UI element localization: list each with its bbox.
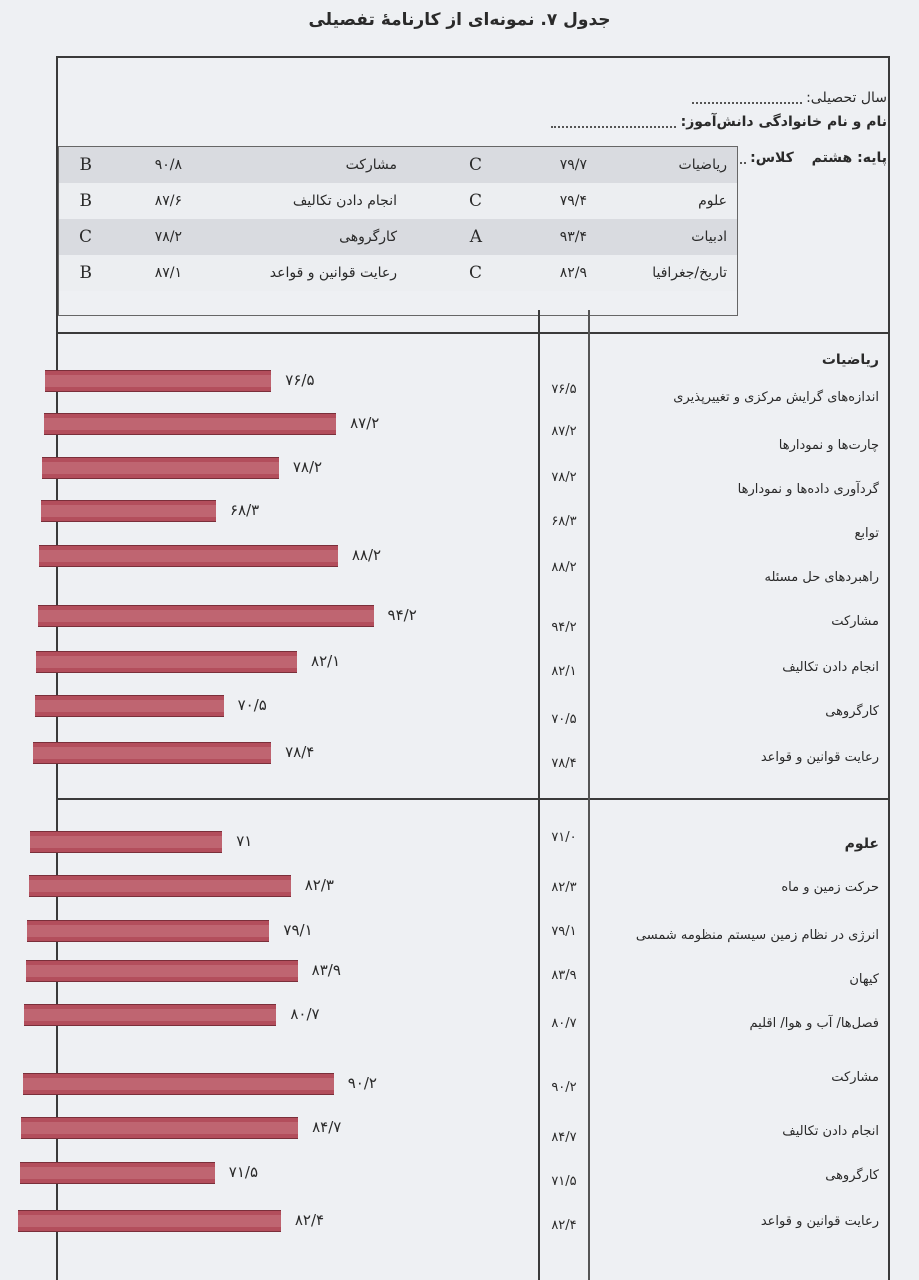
student-name-line [551,114,887,130]
score-bar [38,605,374,627]
score-bar [27,920,269,942]
score-bar-label: ۷۸/۲ [292,458,323,476]
score-bar-label: ۹۰/۲ [347,1074,377,1092]
student-name-field[interactable] [551,116,676,128]
grade-label: پایه: هشتم [811,150,887,166]
summary-row [59,183,737,219]
summary-skill-grade: B [79,191,92,211]
score-bar-label: ۸۳/۹ [311,961,341,979]
score-bar-label: ۷۱ [236,832,253,850]
row-value: ۷۸/۴ [551,756,577,771]
score-bar [24,1004,276,1026]
row-label: گردآوری داده‌ها و نمودارها [737,482,879,497]
score-bar-label: ۸۰/۷ [290,1005,320,1023]
row-label: مشارکت [831,1070,879,1085]
score-bar-label: ۸۷/۲ [350,414,380,432]
summary-row [59,255,737,291]
score-bar [21,1117,298,1139]
row-label: توابع [854,526,879,541]
row-label: کارگروهی [825,704,879,719]
row-value: ۶۸/۳ [551,514,577,529]
summary-score: ۸۲/۹ [559,265,587,281]
row-label: چارت‌ها و نمودارها [778,438,879,453]
score-bar-label: ۶۸/۳ [229,501,260,519]
row-value: ۸۲/۳ [551,880,577,895]
score-bar [26,960,298,982]
summary-skill-grade: B [79,263,92,283]
summary-skill-score: ۸۷/۶ [154,193,182,209]
summary-skill-grade: C [78,227,92,247]
row-value: ۷۶/۵ [551,382,577,397]
summary-score: ۷۹/۴ [559,193,587,209]
summary-grade: C [468,191,482,211]
student-name-label: نام و نام خانوادگی دانش‌آموز: [680,114,887,130]
summary-skill: کارگروهی [339,229,397,245]
row-label: کارگروهی [825,1168,879,1183]
row-value: ۹۰/۲ [551,1080,577,1095]
summary-subject: تاریخ/جغرافیا [652,265,727,281]
section-title: ریاضیات [821,352,879,368]
score-bar [23,1073,334,1095]
row-value: ۸۲/۴ [551,1218,577,1233]
row-label: راهبردهای حل مسئله [764,570,879,585]
score-bar-label: ۸۲/۴ [294,1211,325,1229]
score-bar [41,500,216,522]
summary-table [58,146,738,316]
summary-subject: علوم [698,193,727,209]
score-bar-label: ۷۰/۵ [237,696,267,714]
row-value: ۸۰/۷ [551,1016,577,1031]
row-value: ۷۱/۰ [551,830,577,845]
score-bar [36,651,297,673]
summary-skill: رعایت قوانین و قواعد [269,265,397,281]
summary-skill-score: ۷۸/۲ [154,229,182,245]
summary-skill-score: ۸۷/۱ [154,265,182,281]
score-bar [42,457,279,479]
row-value: ۸۸/۲ [551,560,577,575]
score-bar-label: ۷۸/۴ [285,743,315,761]
score-bar [35,695,224,717]
score-bar [33,742,271,764]
summary-skill-score: ۹۰/۸ [154,157,182,173]
summary-grade: C [468,263,482,283]
summary-skill: مشارکت [345,157,397,173]
score-bar [39,545,338,567]
score-bar-label: ۷۶/۵ [285,371,315,389]
score-bar-label: ۹۴/۲ [387,606,417,624]
row-label: مشارکت [831,614,879,629]
summary-row [59,219,737,255]
row-label: فصل‌ها/ آب و هوا/ اقلیم [749,1016,879,1031]
school-year-line [692,90,887,106]
section-divider [56,332,890,334]
score-bar-label: ۸۲/۳ [304,876,334,894]
score-bar [44,413,337,435]
page-title: جدول ۷. نمونه‌ای از کارنامهٔ تفصیلی [308,10,611,30]
row-value: ۸۲/۱ [551,664,577,679]
score-bar [30,831,222,853]
score-bar-label: ۸۴/۷ [312,1118,342,1136]
score-bar [29,875,291,897]
row-label: انرژی در نظام زمین سیستم منظومه شمسی [635,928,879,943]
row-label: رعایت قوانین و قواعد [760,1214,879,1229]
summary-grade: C [468,155,482,175]
summary-skill-grade: B [79,155,92,175]
summary-grade: A [469,227,482,247]
row-label: انجام دادن تکالیف [782,1124,879,1139]
summary-subject: ادبیات [691,229,727,245]
section-divider [56,798,890,800]
row-value: ۷۹/۱ [551,924,577,939]
score-bar [45,370,271,392]
summary-subject: ریاضیات [678,157,727,173]
row-label: حرکت زمین و ماه [781,880,879,895]
summary-score: ۷۹/۷ [559,157,587,173]
class-label: کلاس: [750,150,794,166]
score-bar-label: ۸۸/۲ [351,546,382,564]
score-bar-label: ۷۱/۵ [228,1163,259,1181]
row-value: ۸۷/۲ [551,424,577,439]
summary-score: ۹۳/۴ [559,229,587,245]
row-value: ۸۳/۹ [551,968,577,983]
summary-row [59,147,737,183]
row-label: رعایت قوانین و قواعد [760,750,879,765]
school-year-label: سال تحصیلی: [806,90,887,106]
value-column-right-border [588,310,590,1280]
row-value: ۷۱/۵ [551,1174,577,1189]
row-label: انجام دادن تکالیف [782,660,879,675]
score-bar-label: ۸۲/۱ [311,652,341,670]
summary-skill: انجام دادن تکالیف [292,193,397,209]
row-label: کیهان [849,972,879,987]
school-year-field[interactable] [692,92,802,104]
row-label: اندازه‌های گرایش مرکزی و تغییرپذیری [673,390,879,405]
row-value: ۷۰/۵ [551,712,577,727]
row-value: ۷۸/۲ [551,470,577,485]
row-value: ۹۴/۲ [551,620,577,635]
section-title: علوم [844,836,879,852]
score-bar-label: ۷۹/۱ [283,921,313,939]
score-bar [18,1210,281,1232]
score-bar [20,1162,215,1184]
row-value: ۸۴/۷ [551,1130,577,1145]
